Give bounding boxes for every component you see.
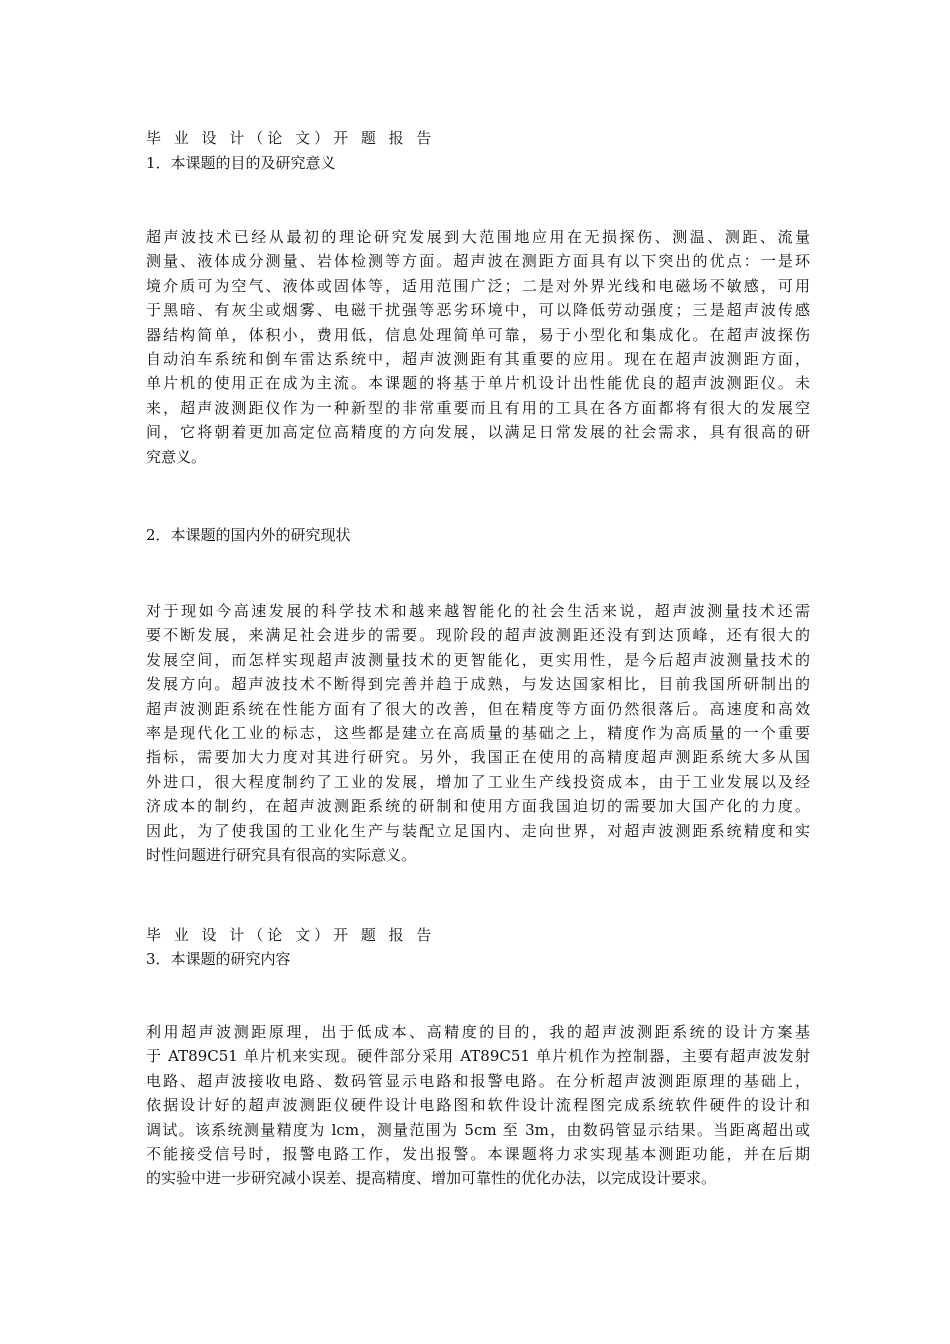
paragraph-line: 发展方向。超声波技术不断得到完善并趋于成熟，与发达国家相比，目前我国所研制出的 bbox=[146, 675, 810, 694]
paragraph-line: 外进口，很大程度制约了工业的发展，增加了工业生产线投资成本，由于工业发展以及经 bbox=[146, 772, 810, 791]
paragraph-line: 济成本的制约，在超声波测距系统的研制和使用方面我国迫切的需要加大国产化的力度。 bbox=[146, 797, 810, 816]
paragraph-line: 测量、液体成分测量、岩体检测等方面。超声波在测距方面具有以下突出的优点：一是环 bbox=[146, 252, 810, 271]
paragraph-content bbox=[146, 1020, 810, 1191]
paragraph-line: 究意义。 bbox=[146, 447, 207, 466]
section-heading-purpose: 1．本课题的目的及研究意义 bbox=[146, 154, 336, 172]
paragraph-line: 单片机的使用正在成为主流。本课题的将基于单片机设计出性能优良的超声波测距仪。未 bbox=[146, 374, 810, 393]
paragraph-line: 超声波测距系统在性能方面有了很大的改善，但在精度等方面仍然很落后。高速度和高效 bbox=[146, 699, 810, 718]
paragraph-line: 于 AT89C51 单片机来实现。硬件部分采用 AT89C51 单片机作为控制器，主要有超声波发射 bbox=[146, 1047, 810, 1066]
paragraph-line: 电路、超声波接收电路、数码管显示电路和报警电路。在分析超声波测距原理的基础上， bbox=[146, 1071, 810, 1090]
paragraph-line: 自动泊车系统和倒车雷达系统中，超声波测距有其重要的应用。现在在超声波测距方面， bbox=[146, 350, 810, 369]
paragraph-line: 来，超声波测距仪作为一种新型的非常重要而且有用的工具在各方面都将有很大的发展空 bbox=[146, 398, 810, 417]
paragraph-line: 的实验中进一步研究减小误差、提高精度、增加可靠性的优化办法，以完成设计要求。 bbox=[146, 1169, 717, 1188]
paragraph-line: 超声波技术已经从最初的理论研究发展到大范围地应用在无损探伤、测温、测距、流量 bbox=[146, 228, 810, 246]
paragraph-line: 率是现代化工业的标志，这些都是建立在高质量的基础之上，精度作为高质量的一个重要 bbox=[146, 724, 810, 743]
paragraph-line: 境介质可为空气、液体或固体等，适用范围广泛；二是对外界光线和电磁场不敏感，可用 bbox=[146, 276, 810, 295]
paragraph-line: 利用超声波测距原理，出于低成本、高精度的目的，我的超声波测距系统的设计方案基 bbox=[146, 1023, 810, 1041]
paragraph-line: 指标，需要加大力度对其进行研究。另外，我国正在使用的高精度超声测距系统大多从国 bbox=[146, 748, 810, 767]
paragraph-line: 不能接受信号时，报警电路工作，发出报警。本课题将力求实现基本测距功能，并在后期 bbox=[146, 1145, 810, 1164]
report-title: 毕 业 设 计（论 文）开 题 报 告 bbox=[146, 926, 436, 944]
paragraph-line: 发展空间，而怎样实现超声波测量技术的更智能化，更实用性，是今后超声波测量技术的 bbox=[146, 650, 810, 669]
paragraph-line: 调试。该系统测量精度为 lcm，测量范围为 5cm 至 3m，由数码管显示结果。当距离超出或 bbox=[146, 1120, 810, 1139]
report-title: 毕 业 设 计（论 文）开 题 报 告 bbox=[146, 129, 436, 147]
paragraph-status bbox=[146, 599, 810, 867]
paragraph-line: 要不断发展，来满足社会进步的需要。现阶段的超声波测距还没有到达顶峰，还有很大的 bbox=[146, 626, 810, 645]
paragraph-line: 时性问题进行研究具有很高的实际意义。 bbox=[146, 846, 417, 865]
paragraph-line: 对于现如今高速发展的科学技术和越来越智能化的社会生活来说，超声波测量技术还需 bbox=[146, 602, 810, 620]
section-heading-status: 2．本课题的国内外的研究现状 bbox=[146, 526, 351, 544]
paragraph-line: 依据设计好的超声波测距仪硬件设计电路图和软件设计流程图完成系统软件硬件的设计和 bbox=[146, 1096, 810, 1115]
paragraph-line: 于黑暗、有灰尘或烟雾、电磁干扰强等恶劣环境中，可以降低劳动强度；三是超声波传感 bbox=[146, 301, 810, 320]
section-heading-content: 3．本课题的研究内容 bbox=[146, 950, 291, 968]
paragraph-line: 间，它将朝着更加高定位高精度的方向发展，以满足日常发展的社会需求，具有很高的研 bbox=[146, 423, 810, 442]
paragraph-purpose bbox=[146, 225, 810, 469]
paragraph-line: 因此，为了使我国的工业化生产与装配立足国内、走向世界，对超声波测距系统精度和实 bbox=[146, 821, 810, 840]
paragraph-line: 器结构简单，体积小，费用低，信息处理简单可靠，易于小型化和集成化。在超声波探伤 bbox=[146, 325, 810, 344]
